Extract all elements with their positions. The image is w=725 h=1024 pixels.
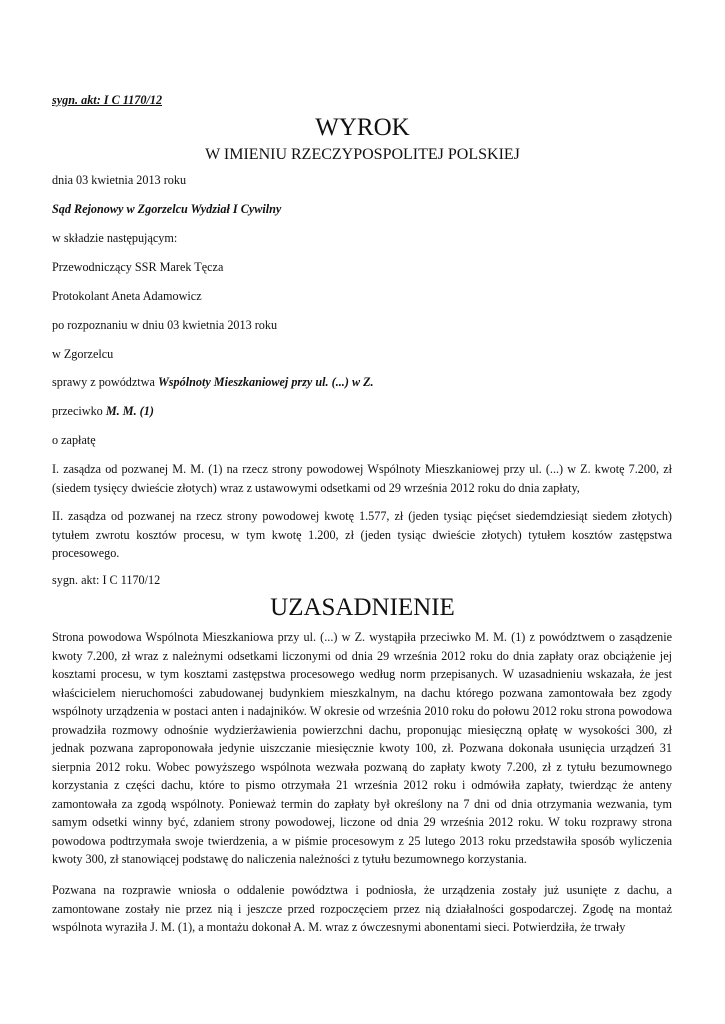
case-signature-top: sygn. akt: I C 1170/12 [52, 93, 163, 107]
court-clerk: Protokolant Aneta Adamowicz [52, 289, 202, 303]
against-prefix: przeciwko [52, 404, 106, 418]
case-plaintiff-line [52, 373, 374, 391]
plaintiff-name: Wspólnoty Mieszkaniowej przy ul. (...) w Z. [157, 375, 374, 389]
judgment-date: dnia 03 kwietnia 2013 roku [52, 173, 187, 187]
case-signature-justification: sygn. akt: I C 1170/12 [52, 573, 161, 587]
hearing-place: w Zgorzelcu [52, 347, 114, 361]
defendant-name: M. M. (1) [105, 404, 154, 418]
judgment-subtitle: W IMIENIU RZECZYPOSPOLITEJ POLSKIEJ [205, 146, 520, 163]
justification-paragraph-1: Strona powodowa Wspólnota Mieszkaniowa przy ul. (...) w Z. wystąpiła przeciwko M. M. (1) z powództwem o zasądzenie kwoty 7.200, zł wraz z należnymi odsetkami liczonymi od dnia 29 września 2012 roku do dnia zapłaty oraz obciążenie jej kosztami procesu, w tym kosztami zastępstwa procesowego według norm przepisanych. W uzasadnieniu wskazała, że jest właścicielem nieruchomości zabudowanej budynkiem mieszkalnym, na dachu którego pozwana zamontowała bez zgody wspólnoty urządzenia w postaci anten i nadajników. W okresie od września 2010 roku do połowu 2012 roku strona powodowa prowadziła rozmowy odnośnie wydzierżawienia powierzchni dachu, proponując miesięczną opłatę w wysokości 300, zł jednak pozwana zaproponowała jedynie uiszczanie miesięcznie kwoty 100, zł. Pozwana dokonała usunięcia urządzeń 31 sierpnia 2012 roku. Wobec powyższego wspólnota wezwała pozwaną do zapłaty kwoty 7.200, zł z tytułu bezumownego korzystania z części dachu, które to pismo otrzymała 21 września 2012 roku i odmówiła zapłaty, twierdząc że anteny zamontowała za zgodą wspólnoty. Ponieważ termin do zapłaty był określony na 7 dni od dnia otrzymania wezwania, tym samym odsetki winny być, zdaniem strony powodowej, liczone od dnia 29 września 2012 roku. W toku rozprawy strona powodowa podtrzymała swoje twierdzenia, a w piśmie procesowym z 25 lutego 2013 roku przedstawiła sposób wyliczenia kwoty 300, zł stanowiącej podstawę do naliczenia należności z tytułu bezumownego korzystania. [52, 630, 672, 866]
verdict-point-2: II. zasądza od pozwanej na rzecz strony powodowej kwotę 1.577, zł (jeden tysiąc pięćset siedemdziesiąt siedem złotych) tytułem zwrotu kosztów procesu, w tym kwotę 1.200, zł (jeden tysiąc dwieście złotych) tytułem kosztów zastępstwa procesowego. [52, 509, 672, 560]
justification-title: UZASADNIENIE [270, 594, 455, 621]
judgment-title: WYROK [315, 114, 410, 141]
justification-paragraph-2: Pozwana na rozprawie wniosła o oddalenie powództwa i podniosła, że urządzenia zostały już usunięte z dachu, a zamontowane zostały nie przez nią i jeszcze przed rozpoczęciem przez nią działalności gospodarczej. Zgodę na montaż wspólnota wyraziła J. M. (1), a montażu dokonał A. M. wraz z ówczesnymi abonentami sieci. Potwierdziła, że trwały [52, 883, 672, 934]
composition-intro: w składzie następującym: [52, 231, 178, 245]
court-name: Sąd Rejonowy w Zgorzelcu Wydział I Cywilny [52, 202, 282, 216]
case-defendant-line [52, 402, 154, 420]
hearing-date: po rozpoznaniu w dniu 03 kwietnia 2013 roku [52, 318, 278, 332]
presiding-judge: Przewodniczący SSR Marek Tęcza [52, 260, 224, 274]
case-subject: o zapłatę [52, 433, 96, 447]
verdict-point-1: I. zasądza od pozwanej M. M. (1) na rzecz strony powodowej Wspólnoty Mieszkaniowej przy ul. (...) w Z. kwotę 7.200, zł (siedem tysięcy dwieście złotych) wraz z ustawowymi odsetkami od 29 września 2012 roku do dnia zapłaty, [52, 462, 672, 495]
case-prefix: sprawy z powództwa [52, 375, 158, 389]
